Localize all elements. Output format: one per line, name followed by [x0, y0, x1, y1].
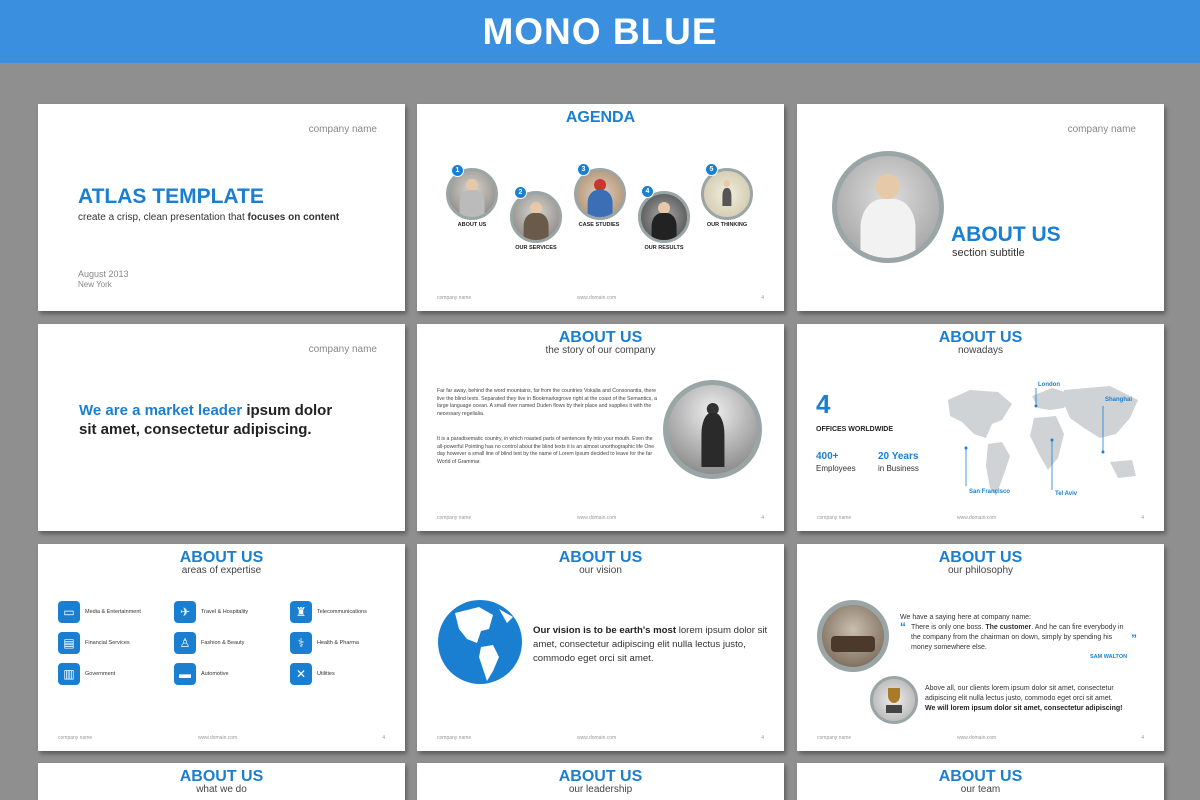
slide-expertise[interactable]: [38, 544, 405, 751]
footer-page: 4: [1141, 515, 1144, 521]
footer-page: 4: [761, 295, 764, 301]
expertise-label: Media & Entertainment: [85, 609, 141, 615]
trophy-photo: [870, 676, 918, 724]
company-name: company name: [308, 344, 377, 355]
quote-intro: We have a saying here at company name:: [900, 614, 1032, 621]
header-banner: [0, 0, 1200, 63]
slide-subheading: what we do: [196, 784, 247, 795]
slide-subtitle: create a crisp, clean presentation that focuses on content: [78, 212, 340, 223]
globe-icon: [437, 599, 523, 685]
offices-count: 4: [816, 389, 831, 419]
agenda-num-3: 3: [577, 163, 590, 176]
footer-domain: www.domain.com: [577, 515, 617, 521]
slide-heading: ABOUT US: [179, 549, 264, 566]
footer-company: company name: [437, 515, 472, 521]
slide-heading: ABOUT US: [558, 329, 643, 346]
man-photo: [663, 380, 762, 479]
agenda-label-5: OUR THINKING: [706, 222, 748, 228]
company-name: company name: [1067, 124, 1136, 135]
agenda-label-3: CASE STUDIES: [578, 222, 620, 228]
city-label-tel-aviv: Tel Aviv: [1055, 491, 1078, 497]
footer-page: 4: [761, 515, 764, 521]
vision-statement: Our vision is to be earth's most lorem ipsum dolor sit amet, consectetur adipiscing elit nulla lectus justo, commodo eget orci sit amet.: [533, 625, 768, 664]
footer-company: company name: [58, 735, 93, 741]
story-paragraph-1: Far far away, behind the word mountains, far from the countries Vokalia and Consonantia, there live the blind texts. Separated they live in Bookmarksgrove right at the coast of the Semantics, a large language ocean. A small river named Duden flows by their place and supplies it with the necessary regelialia.: [437, 388, 658, 417]
quote-author: SAM WALTON: [1090, 654, 1128, 660]
tools-icon: ✕: [290, 663, 312, 685]
slide-heading: ABOUT US: [179, 768, 264, 785]
slide-heading: ABOUT US: [938, 768, 1023, 785]
building-icon: ▥: [58, 663, 80, 685]
tower-icon: ♜: [290, 601, 312, 623]
section-title: ABOUT US: [951, 223, 1061, 246]
slide-vision[interactable]: [417, 544, 784, 751]
expertise-label: Fashion & Beauty: [201, 640, 245, 646]
clients-paragraph: Above all, our clients lorem ipsum dolor sit amet, consectetur adipiscing elit nulla lectus justo, commodo eget orci sit amet. We will lorem ipsum dolor sit amet, consectetur adipiscing!: [925, 685, 1123, 712]
footer-page: 4: [382, 735, 385, 741]
date-text: August 2013: [78, 269, 129, 279]
slide-subheading: our team: [960, 784, 1001, 795]
slide-about-section[interactable]: [797, 104, 1164, 311]
slide-team[interactable]: [797, 763, 1164, 800]
agenda-num-2: 2: [514, 186, 527, 199]
city-label-shanghai: Shanghai: [1105, 397, 1133, 403]
city-label-san-francisco: San Francisco: [969, 489, 1011, 495]
airplane-icon: ✈: [174, 601, 196, 623]
years-label: in Business: [878, 464, 919, 473]
expertise-label: Telecommunications: [317, 609, 367, 615]
slide-subheading: our philosophy: [947, 565, 1014, 576]
leader-statement: We are a market leader ipsum dolor sit amet, consectetur adipiscing.: [79, 402, 333, 438]
expertise-label: Automotive: [201, 671, 229, 677]
footer-company: company name: [817, 515, 852, 521]
footer-domain: www.domain.com: [957, 515, 997, 521]
agenda-num-4: 4: [641, 185, 654, 198]
footer-company: company name: [437, 735, 472, 741]
slide-subheading: the story of our company: [545, 345, 656, 356]
slide-heading: ABOUT US: [938, 329, 1023, 346]
footer-page: 4: [761, 735, 764, 741]
open-quote-icon: “: [900, 620, 906, 634]
expertise-label: Utilities: [317, 671, 335, 677]
footer-company: company name: [437, 295, 472, 301]
agenda-photo-2: [510, 191, 562, 243]
slide-subheading: our vision: [579, 565, 622, 576]
company-name: company name: [308, 124, 377, 135]
truck-icon: ▬: [174, 663, 196, 685]
slide-heading: ABOUT US: [558, 768, 643, 785]
dress-icon: ♙: [174, 632, 196, 654]
agenda-photo-5: [701, 168, 753, 220]
woman-photo: [832, 151, 944, 263]
slide-philosophy[interactable]: [797, 544, 1164, 751]
slide-agenda[interactable]: [417, 104, 784, 311]
sofa-photo: [817, 600, 889, 672]
slide-title[interactable]: [38, 104, 405, 311]
agenda-title: AGENDA: [565, 109, 636, 126]
footer-domain: www.domain.com: [577, 295, 617, 301]
agenda-num-5: 5: [705, 163, 718, 176]
close-quote-icon: ”: [1131, 632, 1137, 646]
slide-title-heading: ATLAS TEMPLATE: [78, 185, 264, 208]
agenda-label-1: ABOUT US: [457, 222, 487, 228]
offices-label: OFFICES WORLDWIDE: [816, 426, 893, 433]
expertise-label: Government: [85, 671, 116, 677]
story-paragraph-2: It is a paradisematic country, in which roasted parts of sentences fly into your mouth. Even the all-powerful Pointing has no control about the blind texts it is an almost unorthographic life One day however a small line of blind text by the name of Lorem Ipsum decided to leave for the far World of Grammar.: [437, 436, 655, 465]
footer-domain: www.domain.com: [198, 735, 238, 741]
years-count: 20 Years: [878, 451, 919, 462]
slide-about-nowadays[interactable]: [797, 324, 1164, 531]
agenda-label-2: OUR SERVICES: [515, 245, 557, 251]
expertise-label: Travel & Hospitality: [201, 609, 249, 615]
agenda-num-1: 1: [451, 164, 464, 177]
city-text: New York: [78, 280, 112, 289]
slide-leadership[interactable]: [417, 763, 784, 800]
section-subtitle: section subtitle: [952, 247, 1025, 259]
expertise-label: Health & Pharma: [317, 640, 359, 646]
expertise-label: Financial Services: [85, 640, 130, 646]
footer-page: 4: [1141, 735, 1144, 741]
slide-heading: ABOUT US: [558, 549, 643, 566]
slide-market-leader[interactable]: [38, 324, 405, 531]
slide-subheading: nowadays: [957, 345, 1004, 356]
caduceus-icon: ⚕: [290, 632, 312, 654]
footer-company: company name: [817, 735, 852, 741]
slide-about-story[interactable]: [417, 324, 784, 531]
city-label-london: London: [1038, 382, 1060, 388]
footer-domain: www.domain.com: [957, 735, 997, 741]
employees-count: 400+: [816, 451, 839, 462]
slide-what-we-do[interactable]: [38, 763, 405, 800]
employees-label: Employees: [816, 464, 856, 473]
banner-title: MONO BLUE: [482, 10, 718, 52]
slide-heading: ABOUT US: [938, 549, 1023, 566]
money-icon: ▤: [58, 632, 80, 654]
slide-subheading: our leadership: [568, 784, 633, 795]
footer-domain: www.domain.com: [577, 735, 617, 741]
agenda-photo-4: [638, 191, 690, 243]
quote-text: There is only one boss. The customer. And he can fire everybody in the company from the chairman on down, simply by spending his money somewhere else.: [911, 624, 1124, 651]
agenda-label-4: OUR RESULTS: [644, 245, 684, 251]
monitor-icon: ▭: [58, 601, 80, 623]
slide-subheading: areas of expertise: [181, 565, 262, 576]
